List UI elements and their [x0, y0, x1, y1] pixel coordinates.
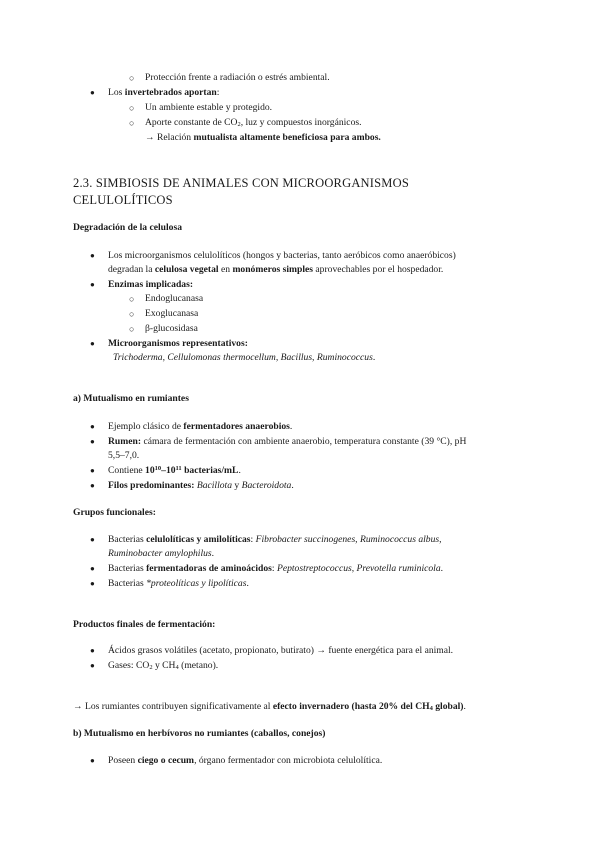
- list-bullet-disc: ●: [90, 661, 95, 670]
- grupo-3: [108, 578, 249, 590]
- bold-text: [145, 465, 241, 476]
- heading-productos: Productos finales de fermentación:: [73, 619, 216, 630]
- list-bullet-disc: ●: [90, 579, 95, 588]
- text: .: [238, 465, 241, 476]
- grupo-2: [108, 563, 443, 575]
- producto-2: [108, 660, 218, 672]
- list-bullet-circle: ○: [129, 103, 135, 113]
- list-bullet-disc: ●: [90, 88, 95, 97]
- bold-text: fermentadores anaerobios: [183, 421, 290, 432]
- subscript: 4: [429, 705, 433, 712]
- degradacion-p1-line1: Los microorganismos celulolíticos (hongos y bacterias, tanto aeróbicos como anaeróbicos): [108, 250, 456, 261]
- text: y: [232, 480, 242, 491]
- list-bullet-disc: ●: [90, 466, 95, 475]
- text: :: [216, 87, 220, 98]
- bold-text: Filos predominantes:: [108, 480, 195, 491]
- bold-text: Rumen:: [108, 436, 142, 447]
- text: 10: [145, 465, 155, 476]
- text: Contiene: [108, 465, 146, 476]
- text: Bacterias: [108, 563, 147, 574]
- subscript: 4: [175, 664, 179, 671]
- list-bullet-disc: ●: [90, 339, 95, 348]
- bold-text: Microorganismos representativos:: [108, 338, 248, 349]
- item-ambiente: Un ambiente estable y protegido.: [145, 102, 273, 113]
- superscript: 10: [154, 465, 162, 472]
- italic-text: Ruminobacter amylophilus: [108, 548, 212, 559]
- producto-1: Ácidos grasos volátiles (acetato, propionato, butirato) → fuente energética para el animal.: [108, 645, 454, 656]
- text: .: [291, 480, 294, 491]
- herbivoros-p1: [108, 755, 382, 767]
- enzima-item: β-glucosidasa: [145, 323, 198, 334]
- rumen-line2: 5,5–7,0.: [108, 450, 140, 461]
- bold-text: ciego o cecum: [137, 755, 195, 766]
- text: .: [372, 352, 376, 363]
- text: .: [211, 548, 215, 559]
- list-bullet-disc: ●: [90, 481, 95, 490]
- text: cámara de fermentación con ambiente anaerobio, temperatura constante (39 °C), pH: [141, 436, 467, 447]
- superscript: 11: [175, 465, 182, 472]
- list-bullet-disc: ●: [90, 756, 95, 765]
- text: → Relación: [145, 132, 194, 143]
- list-bullet-disc: ●: [90, 422, 95, 431]
- degradacion-p1-line2: [108, 264, 443, 276]
- italic-text: Peptostreptococcus, Prevotella ruminicola: [276, 563, 441, 574]
- text: , órgano fermentador con microbiota celulolítica.: [194, 755, 383, 766]
- efecto-invernadero-line: [73, 701, 466, 713]
- enzimas-label: [108, 279, 193, 291]
- rumiantes-filos: [108, 480, 294, 492]
- text: aprovechables por el hospedador.: [313, 264, 444, 275]
- subscript: 2: [149, 664, 153, 671]
- list-bullet-circle: ○: [129, 294, 135, 304]
- section-title-line2: CELULOLÍTICOS: [73, 193, 173, 207]
- item-aporte: [145, 117, 362, 129]
- section-title-line1: 2.3. SIMBIOSIS DE ANIMALES CON MICROORGANISMOS: [73, 176, 409, 190]
- heading-herbivoros: b) Mutualismo en herbívoros no rumiantes (caballos, conejos): [73, 728, 326, 739]
- italic-text: Fibrobacter succinogenes, Ruminococcus albus,: [255, 534, 442, 545]
- item-invertebrados: [108, 87, 219, 99]
- text: –10: [161, 465, 176, 476]
- bold-text: invertebrados aportan: [124, 87, 217, 98]
- list-bullet-circle: ○: [129, 73, 135, 83]
- list-bullet-disc: ●: [90, 535, 95, 544]
- italic-text: *proteolíticas y lipolíticas: [146, 578, 247, 589]
- text: , luz y compuestos inorgánicos.: [240, 117, 362, 128]
- bold-text: monómeros simples: [232, 264, 314, 275]
- text: .: [289, 421, 293, 432]
- list-bullet-disc: ●: [90, 280, 95, 289]
- list-bullet-disc: ●: [90, 564, 95, 573]
- item-proteccion: Protección frente a radiación o estrés ambiental.: [145, 72, 330, 83]
- bold-text: celulolíticas y amilolíticas: [146, 534, 251, 545]
- bold-text: [273, 701, 464, 712]
- text: degradan la: [108, 264, 155, 275]
- text: Ejemplo clásico de: [108, 421, 184, 432]
- text: Poseen: [108, 755, 138, 766]
- grupo-1-line2: [108, 548, 214, 560]
- italic-text: Bacillota: [196, 480, 233, 491]
- text: :: [250, 534, 256, 545]
- heading-degradacion: Degradación de la celulosa: [73, 222, 182, 233]
- micro-label: [108, 338, 248, 350]
- text: Bacterias: [108, 534, 147, 545]
- text: global): [432, 701, 464, 712]
- italic-text: Bacteroidota: [241, 480, 292, 491]
- rumiantes-ejemplo: [108, 421, 292, 433]
- text: bacterias/mL: [181, 465, 239, 476]
- list-bullet-disc: ●: [90, 437, 95, 446]
- list-bullet-disc: ●: [90, 251, 95, 260]
- enzima-item: Endoglucanasa: [145, 293, 204, 304]
- text: → Los rumiantes contribuyen significativamente al: [73, 701, 273, 712]
- enzima-item: Exoglucanasa: [145, 308, 199, 319]
- list-bullet-disc: ●: [90, 646, 95, 655]
- text: (metano).: [178, 660, 219, 671]
- text: Los: [108, 87, 125, 98]
- text: Gases: CO: [108, 660, 150, 671]
- list-bullet-circle: ○: [129, 324, 135, 334]
- rumiantes-contiene: [108, 465, 241, 477]
- text: :: [271, 563, 277, 574]
- text: en: [218, 264, 233, 275]
- grupo-1-line1: [108, 534, 442, 546]
- italic-text: Trichoderma, Cellulomonas thermocellum, Bacillus, Ruminococcus: [113, 352, 373, 363]
- subscript: 2: [237, 121, 241, 128]
- text: .: [246, 578, 249, 589]
- bold-text: celulosa vegetal: [154, 264, 219, 275]
- heading-rumiantes: a) Mutualismo en rumiantes: [73, 393, 189, 404]
- list-bullet-circle: ○: [129, 309, 135, 319]
- list-bullet-circle: ○: [129, 118, 135, 128]
- micro-list: [113, 352, 375, 364]
- bold-text: mutualista altamente beneficiosa para ambos.: [193, 132, 381, 143]
- heading-grupos: Grupos funcionales:: [73, 507, 156, 518]
- bold-text: fermentadoras de aminoácidos: [146, 563, 272, 574]
- text: Aporte constante de CO: [145, 117, 238, 128]
- text: .: [440, 563, 444, 574]
- rumen-line1: [108, 436, 466, 448]
- text: .: [463, 701, 466, 712]
- bold-text: Enzimas implicadas:: [108, 279, 194, 290]
- relacion-line: [145, 132, 381, 144]
- text: efecto invernadero (hasta 20% del CH: [272, 701, 430, 712]
- text: y CH: [152, 660, 176, 671]
- text: Bacterias: [108, 578, 147, 589]
